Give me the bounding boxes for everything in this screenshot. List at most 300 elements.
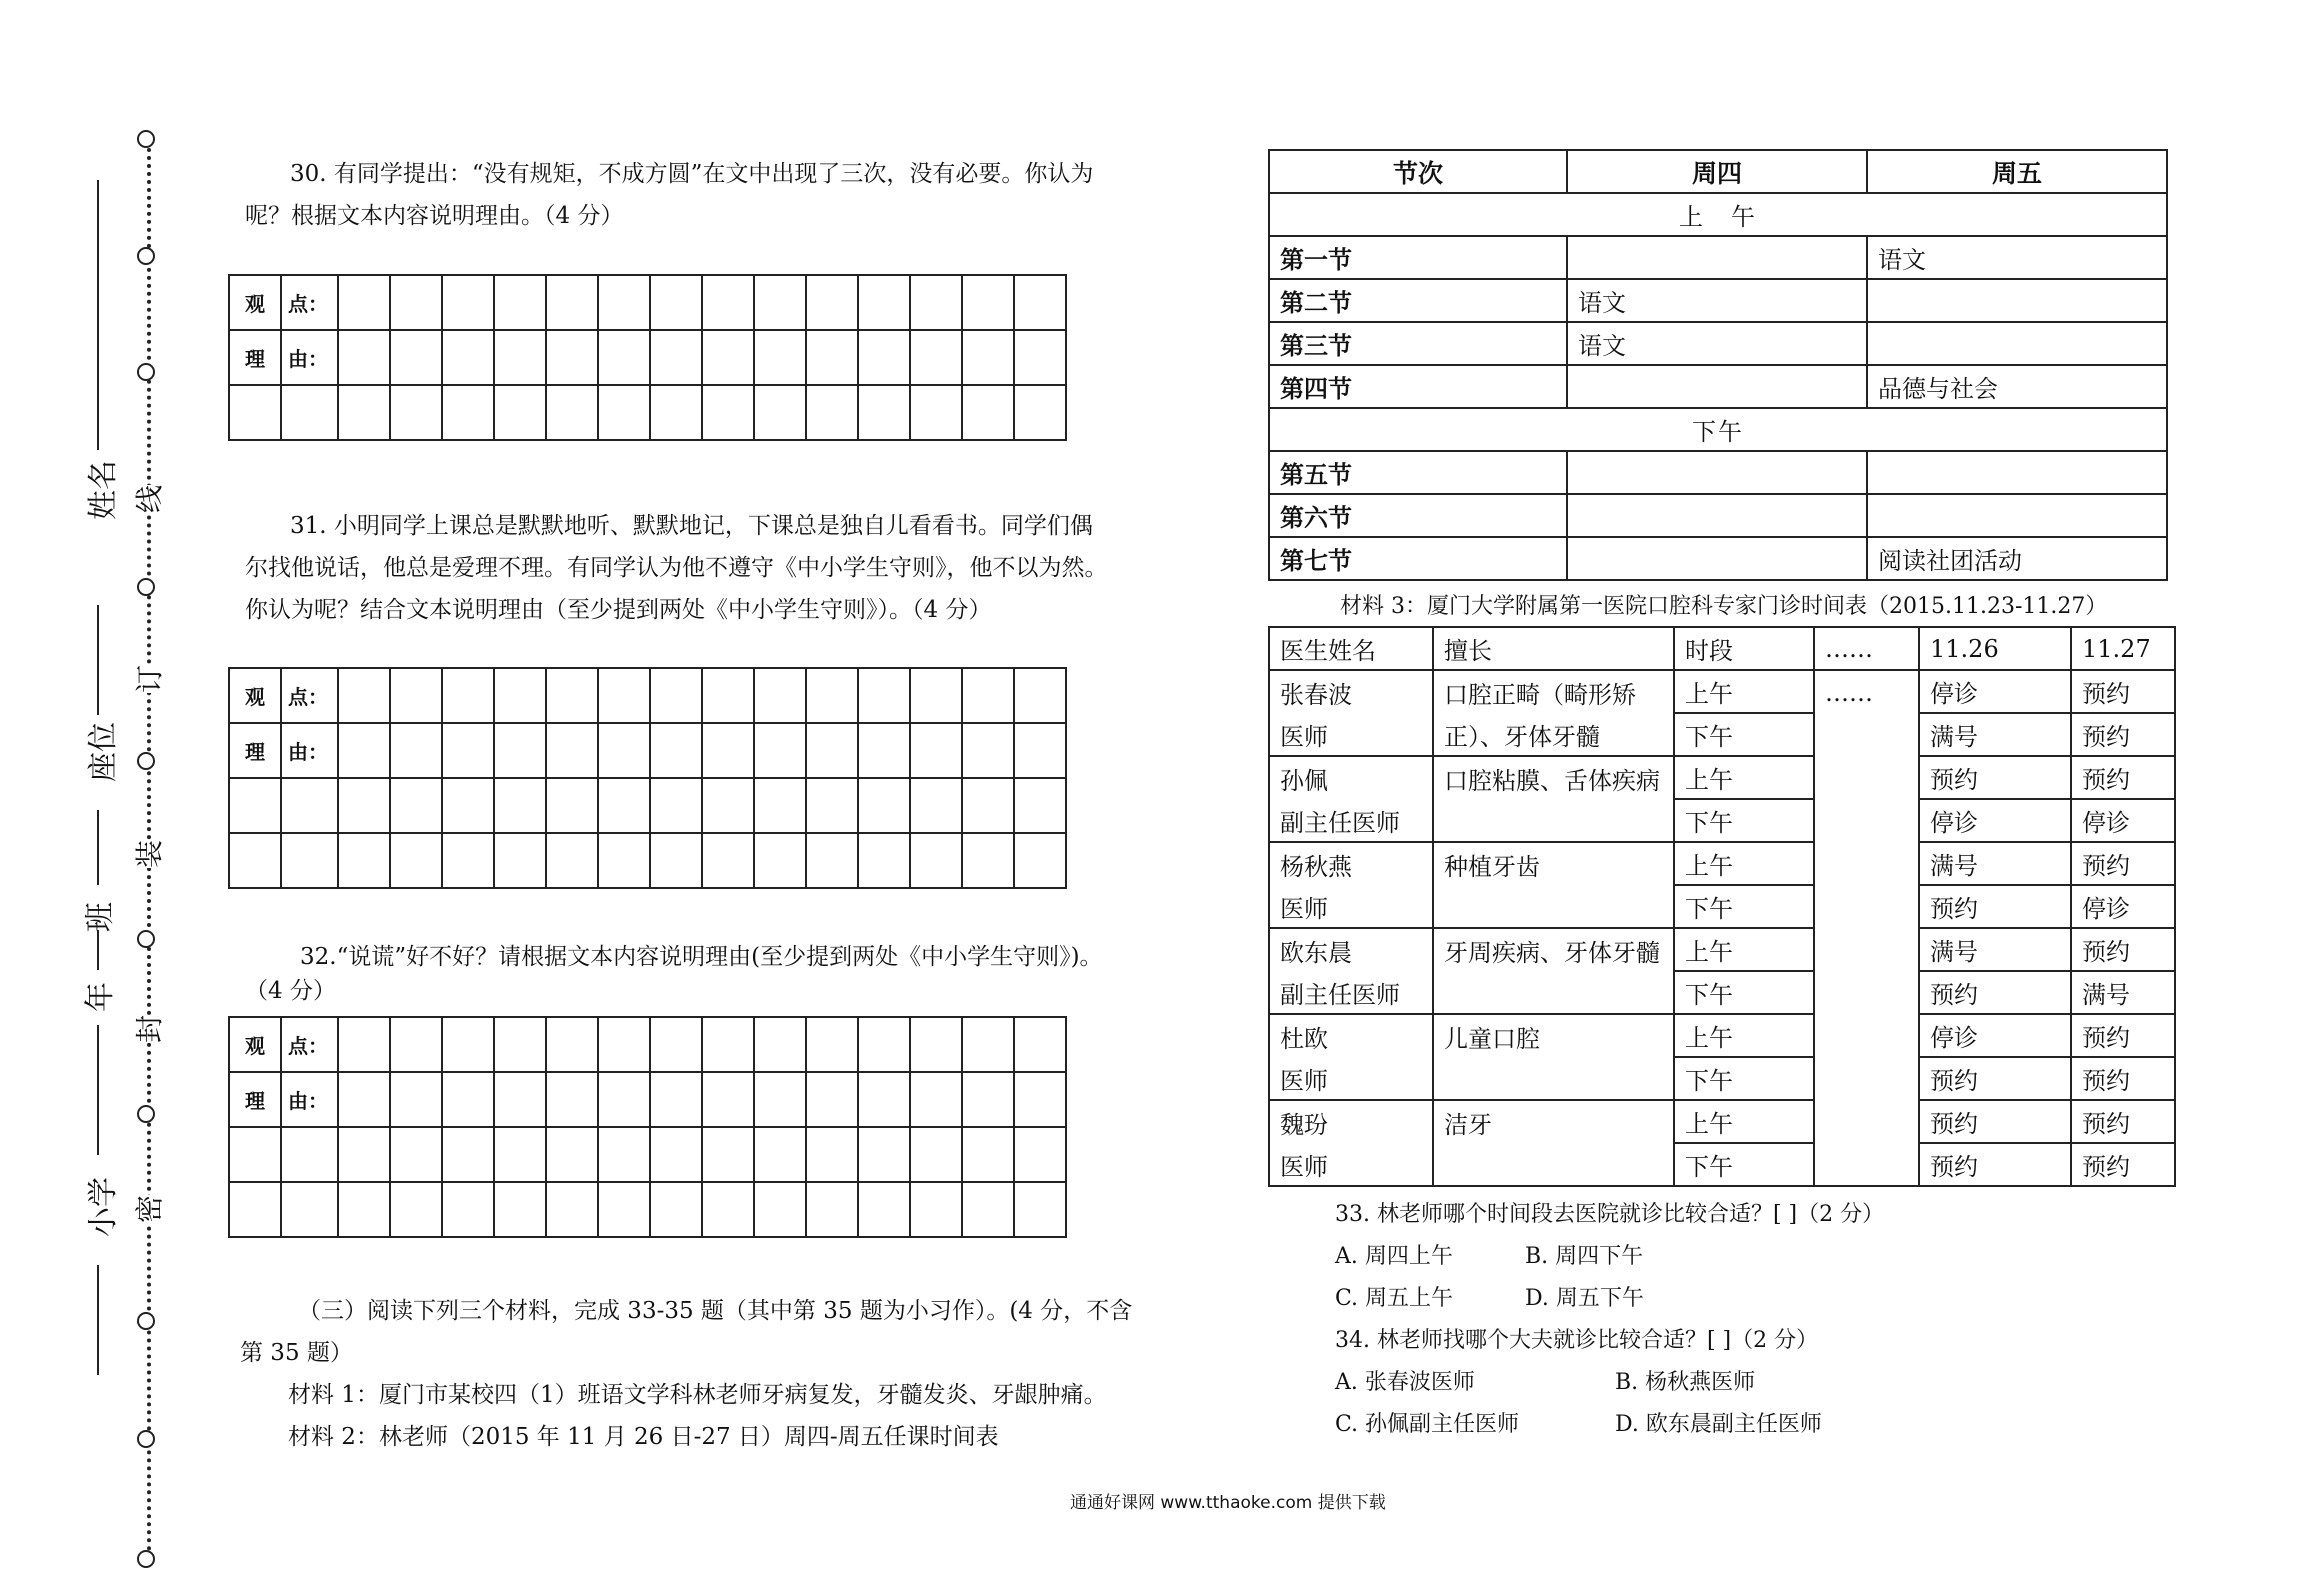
answer-cell[interactable] bbox=[910, 668, 962, 723]
answer-cell[interactable] bbox=[338, 1182, 390, 1237]
answer-cell[interactable] bbox=[650, 668, 702, 723]
answer-cell[interactable] bbox=[442, 275, 494, 330]
friday-cell: 阅读社团活动 bbox=[1867, 537, 2167, 580]
q33-options-row1 bbox=[1335, 1236, 2215, 1278]
answer-cell[interactable] bbox=[598, 1072, 650, 1127]
answer-cell[interactable] bbox=[494, 1127, 546, 1182]
answer-cell[interactable] bbox=[281, 1182, 338, 1237]
q33-option-b[interactable]: B. 周四下午 bbox=[1525, 1244, 1644, 1269]
answer-cell[interactable] bbox=[390, 275, 442, 330]
q30-line1: 30. 有同学提出：“没有规矩，不成方圆”在文中出现了三次，没有必要。你认为 bbox=[290, 161, 1094, 187]
binding-circle bbox=[137, 1312, 155, 1330]
q34-option-a[interactable]: A. 张春波医师 bbox=[1335, 1370, 1475, 1395]
answer-cell[interactable] bbox=[598, 1127, 650, 1182]
answer-cell[interactable] bbox=[858, 275, 910, 330]
section3-text bbox=[240, 1290, 1198, 1458]
answer-cell[interactable] bbox=[754, 275, 806, 330]
schedule-row bbox=[1269, 451, 2167, 494]
clinic-header-slot: 时段 bbox=[1674, 627, 1814, 670]
answer-cell[interactable] bbox=[962, 723, 1014, 778]
binding-circle bbox=[137, 752, 155, 770]
binding-circle bbox=[137, 930, 155, 948]
viewpoint-label-colon: 点： bbox=[281, 275, 338, 330]
answer-cell[interactable] bbox=[338, 275, 390, 330]
reason-label: 理 bbox=[229, 330, 281, 385]
clinic-header-name: 医生姓名 bbox=[1269, 627, 1433, 670]
answer-cell[interactable] bbox=[1014, 833, 1066, 888]
status-1126-pm: 停诊 bbox=[1919, 799, 2071, 842]
material1: 材料 1：厦门市某校四（1）班语文学科林老师牙病复发，牙髓发炎、牙龈肿痛。 bbox=[288, 1382, 1107, 1408]
answer-cell[interactable] bbox=[546, 330, 598, 385]
answer-cell[interactable] bbox=[442, 330, 494, 385]
thursday-cell: 语文 bbox=[1567, 279, 1867, 322]
answer-cell[interactable] bbox=[338, 833, 390, 888]
doctor-name: 张春波 bbox=[1269, 670, 1433, 713]
answer-row bbox=[229, 1182, 1066, 1237]
binding-char-xian: 线 bbox=[124, 485, 172, 513]
binding-char-mi: 密 bbox=[124, 1195, 172, 1223]
answer-cell[interactable] bbox=[702, 1017, 754, 1072]
answer-cell[interactable] bbox=[650, 1127, 702, 1182]
answer-cell[interactable] bbox=[806, 1072, 858, 1127]
answer-cell[interactable] bbox=[858, 778, 910, 833]
answer-cell[interactable] bbox=[962, 778, 1014, 833]
answer-cell[interactable] bbox=[598, 1182, 650, 1237]
clinic-row-am bbox=[1269, 928, 2175, 971]
doctor-skill-cont: 正）、牙体牙髓 bbox=[1433, 713, 1674, 756]
answer-cell[interactable] bbox=[702, 723, 754, 778]
answer-cell[interactable] bbox=[962, 275, 1014, 330]
q32-line2: （4 分） bbox=[245, 978, 336, 1004]
answer-cell[interactable] bbox=[754, 1127, 806, 1182]
answer-cell[interactable] bbox=[442, 1127, 494, 1182]
schedule-row bbox=[1269, 365, 2167, 408]
doctor-skill: 口腔粘膜、舌体疾病 bbox=[1433, 756, 1674, 799]
schedule-header-friday: 周五 bbox=[1867, 150, 2167, 193]
doctor-title: 医师 bbox=[1269, 713, 1433, 756]
q34-option-c[interactable]: C. 孙佩副主任医师 bbox=[1335, 1412, 1520, 1437]
doctor-skill-cont bbox=[1433, 971, 1674, 1014]
status-1127-am: 预约 bbox=[2071, 670, 2175, 713]
answer-cell[interactable] bbox=[390, 1072, 442, 1127]
binding-circle bbox=[137, 1550, 155, 1568]
slot-am: 上午 bbox=[1674, 756, 1814, 799]
status-1127-pm: 预约 bbox=[2071, 1057, 2175, 1100]
answer-cell[interactable] bbox=[338, 668, 390, 723]
answer-cell[interactable] bbox=[229, 1182, 281, 1237]
answer-cell[interactable] bbox=[390, 1017, 442, 1072]
doctor-title: 副主任医师 bbox=[1269, 971, 1433, 1014]
clinic-row-am bbox=[1269, 842, 2175, 885]
answer-cell[interactable] bbox=[442, 723, 494, 778]
period-label: 第四节 bbox=[1269, 365, 1567, 408]
answer-cell[interactable] bbox=[1014, 1072, 1066, 1127]
doctor-name: 欧东晨 bbox=[1269, 928, 1433, 971]
answer-cell[interactable] bbox=[281, 385, 338, 440]
doctor-skill-cont bbox=[1433, 885, 1674, 928]
answer-cell[interactable] bbox=[962, 1127, 1014, 1182]
doctor-skill-cont bbox=[1433, 1057, 1674, 1100]
answer-cell[interactable] bbox=[598, 330, 650, 385]
answer-cell[interactable] bbox=[494, 833, 546, 888]
answer-cell[interactable] bbox=[650, 1017, 702, 1072]
answer-cell[interactable] bbox=[650, 1072, 702, 1127]
binding-circle bbox=[137, 130, 155, 148]
answer-cell[interactable] bbox=[962, 668, 1014, 723]
answer-cell[interactable] bbox=[390, 723, 442, 778]
answer-cell[interactable] bbox=[858, 723, 910, 778]
answer-cell[interactable] bbox=[702, 778, 754, 833]
answer-cell[interactable] bbox=[910, 1017, 962, 1072]
answer-row bbox=[229, 1127, 1066, 1182]
answer-cell[interactable] bbox=[962, 1182, 1014, 1237]
answer-cell[interactable] bbox=[390, 1127, 442, 1182]
clinic-header-ellipsis: …… bbox=[1814, 627, 1919, 670]
status-1126-pm: 预约 bbox=[1919, 885, 2071, 928]
q34-options-row2 bbox=[1335, 1404, 2215, 1446]
clinic-row-pm bbox=[1269, 1057, 2175, 1100]
answer-cell[interactable] bbox=[910, 275, 962, 330]
answer-cell[interactable] bbox=[1014, 1182, 1066, 1237]
binding-circle bbox=[137, 247, 155, 265]
status-1126-am: 停诊 bbox=[1919, 1014, 2071, 1057]
doctor-name: 杜欧 bbox=[1269, 1014, 1433, 1057]
status-1126-am: 预约 bbox=[1919, 756, 2071, 799]
grade-label: 年 bbox=[83, 982, 118, 1012]
answer-cell[interactable] bbox=[1014, 275, 1066, 330]
schedule-row bbox=[1269, 322, 2167, 365]
answer-cell[interactable] bbox=[962, 385, 1014, 440]
answer-cell[interactable] bbox=[546, 1127, 598, 1182]
answer-cell[interactable] bbox=[754, 723, 806, 778]
answer-cell[interactable] bbox=[494, 275, 546, 330]
answer-cell[interactable] bbox=[858, 833, 910, 888]
doctor-skill: 洁牙 bbox=[1433, 1100, 1674, 1143]
doctor-skill: 牙周疾病、牙体牙髓 bbox=[1433, 928, 1674, 971]
thursday-cell bbox=[1567, 365, 1867, 408]
answer-cell[interactable] bbox=[754, 1072, 806, 1127]
answer-cell[interactable] bbox=[1014, 668, 1066, 723]
answer-row bbox=[229, 778, 1066, 833]
answer-cell[interactable] bbox=[546, 778, 598, 833]
status-1127-am: 预约 bbox=[2071, 756, 2175, 799]
q30-text bbox=[245, 153, 1190, 237]
answer-cell[interactable] bbox=[754, 1182, 806, 1237]
seat-blank-line bbox=[97, 605, 99, 715]
clinic-row-pm bbox=[1269, 885, 2175, 928]
answer-cell[interactable] bbox=[806, 723, 858, 778]
answer-cell[interactable] bbox=[390, 330, 442, 385]
answer-cell[interactable] bbox=[754, 1017, 806, 1072]
schedule-row bbox=[1269, 236, 2167, 279]
viewpoint-label: 观 bbox=[229, 275, 281, 330]
answer-cell[interactable] bbox=[598, 1017, 650, 1072]
answer-cell[interactable] bbox=[598, 778, 650, 833]
schedule-table bbox=[1268, 149, 2168, 581]
clinic-row-pm bbox=[1269, 713, 2175, 756]
answer-cell[interactable] bbox=[338, 1072, 390, 1127]
seat-label: 座位 bbox=[86, 722, 121, 782]
answer-row-reason bbox=[229, 1072, 1066, 1127]
reason-label-colon: 由： bbox=[281, 723, 338, 778]
thursday-cell bbox=[1567, 537, 1867, 580]
binding-circle bbox=[137, 1430, 155, 1448]
answer-cell[interactable] bbox=[858, 1072, 910, 1127]
thursday-cell bbox=[1567, 494, 1867, 537]
answer-cell[interactable] bbox=[754, 668, 806, 723]
answer-cell[interactable] bbox=[338, 330, 390, 385]
answer-cell[interactable] bbox=[702, 1072, 754, 1127]
name-label: 姓名 bbox=[86, 460, 121, 520]
answer-cell[interactable] bbox=[806, 778, 858, 833]
answer-cell[interactable] bbox=[962, 1017, 1014, 1072]
answer-cell[interactable] bbox=[858, 668, 910, 723]
answer-cell[interactable] bbox=[442, 1182, 494, 1237]
reason-label: 理 bbox=[229, 723, 281, 778]
answer-cell[interactable] bbox=[338, 1017, 390, 1072]
answer-cell[interactable] bbox=[910, 330, 962, 385]
answer-cell[interactable] bbox=[806, 1017, 858, 1072]
q34-option-b[interactable]: B. 杨秋燕医师 bbox=[1615, 1370, 1756, 1395]
answer-cell[interactable] bbox=[229, 385, 281, 440]
answer-cell[interactable] bbox=[494, 1182, 546, 1237]
answer-cell[interactable] bbox=[338, 1127, 390, 1182]
answer-cell[interactable] bbox=[910, 1072, 962, 1127]
answer-cell[interactable] bbox=[806, 385, 858, 440]
clinic-row-am bbox=[1269, 670, 2175, 713]
answer-cell[interactable] bbox=[390, 668, 442, 723]
q30-line2: 呢？根据文本内容说明理由。（4 分） bbox=[245, 203, 624, 229]
answer-cell[interactable] bbox=[1014, 1017, 1066, 1072]
thursday-cell bbox=[1567, 236, 1867, 279]
answer-cell[interactable] bbox=[650, 723, 702, 778]
doctor-name: 孙佩 bbox=[1269, 756, 1433, 799]
answer-cell[interactable] bbox=[910, 385, 962, 440]
period-label: 第二节 bbox=[1269, 279, 1567, 322]
schedule-morning: 上 午 bbox=[1269, 193, 2167, 236]
answer-cell[interactable] bbox=[390, 1182, 442, 1237]
thursday-cell bbox=[1567, 451, 1867, 494]
answer-cell[interactable] bbox=[962, 1072, 1014, 1127]
binding-char-ding: 订 bbox=[124, 665, 172, 693]
status-1127-am: 预约 bbox=[2071, 842, 2175, 885]
answer-cell[interactable] bbox=[650, 330, 702, 385]
answer-cell[interactable] bbox=[910, 778, 962, 833]
answer-cell[interactable] bbox=[650, 833, 702, 888]
slot-am: 上午 bbox=[1674, 842, 1814, 885]
answer-cell[interactable] bbox=[1014, 385, 1066, 440]
period-label: 第五节 bbox=[1269, 451, 1567, 494]
answer-cell[interactable] bbox=[650, 1182, 702, 1237]
answer-cell[interactable] bbox=[546, 385, 598, 440]
answer-cell[interactable] bbox=[546, 1072, 598, 1127]
doctor-name: 杨秋燕 bbox=[1269, 842, 1433, 885]
viewpoint-label: 观 bbox=[229, 668, 281, 723]
answer-cell[interactable] bbox=[702, 385, 754, 440]
answer-cell[interactable] bbox=[338, 723, 390, 778]
answer-cell[interactable] bbox=[754, 330, 806, 385]
answer-cell[interactable] bbox=[442, 385, 494, 440]
answer-cell[interactable] bbox=[598, 275, 650, 330]
answer-cell[interactable] bbox=[546, 723, 598, 778]
answer-cell[interactable] bbox=[650, 275, 702, 330]
answer-cell[interactable] bbox=[442, 1017, 494, 1072]
name-blank-line bbox=[97, 180, 99, 450]
answer-cell[interactable] bbox=[598, 668, 650, 723]
schedule-header bbox=[1269, 150, 2167, 193]
answer-cell[interactable] bbox=[754, 385, 806, 440]
clinic-row-pm bbox=[1269, 1143, 2175, 1186]
answer-cell[interactable] bbox=[494, 778, 546, 833]
answer-cell[interactable] bbox=[338, 385, 390, 440]
answer-cell[interactable] bbox=[910, 1182, 962, 1237]
answer-cell[interactable] bbox=[494, 1072, 546, 1127]
clinic-ellipsis: …… bbox=[1814, 670, 1919, 1186]
doctor-name: 魏玢 bbox=[1269, 1100, 1433, 1143]
answer-cell[interactable] bbox=[229, 833, 281, 888]
answer-cell[interactable] bbox=[546, 275, 598, 330]
answer-cell[interactable] bbox=[962, 833, 1014, 888]
schedule-row bbox=[1269, 537, 2167, 580]
slot-am: 上午 bbox=[1674, 928, 1814, 971]
binding-char-zhuang: 装 bbox=[124, 840, 172, 868]
answer-cell[interactable] bbox=[229, 1127, 281, 1182]
reason-label-colon: 由： bbox=[281, 1072, 338, 1127]
answer-cell[interactable] bbox=[858, 385, 910, 440]
answer-cell[interactable] bbox=[1014, 778, 1066, 833]
answer-cell[interactable] bbox=[390, 385, 442, 440]
answer-cell[interactable] bbox=[281, 778, 338, 833]
status-1127-pm: 停诊 bbox=[2071, 799, 2175, 842]
answer-cell[interactable] bbox=[962, 330, 1014, 385]
answer-cell[interactable] bbox=[442, 1072, 494, 1127]
answer-cell[interactable] bbox=[806, 275, 858, 330]
answer-cell[interactable] bbox=[494, 668, 546, 723]
answer-cell[interactable] bbox=[910, 1127, 962, 1182]
doctor-skill: 种植牙齿 bbox=[1433, 842, 1674, 885]
answer-cell[interactable] bbox=[1014, 1127, 1066, 1182]
answer-cell[interactable] bbox=[806, 833, 858, 888]
answer-cell[interactable] bbox=[910, 833, 962, 888]
answer-cell[interactable] bbox=[494, 385, 546, 440]
answer-row-reason bbox=[229, 723, 1066, 778]
answer-cell[interactable] bbox=[598, 385, 650, 440]
answer-cell[interactable] bbox=[650, 385, 702, 440]
slot-pm: 下午 bbox=[1674, 971, 1814, 1014]
answer-cell[interactable] bbox=[858, 1017, 910, 1072]
viewpoint-label: 观 bbox=[229, 1017, 281, 1072]
answer-cell[interactable] bbox=[494, 330, 546, 385]
answer-cell[interactable] bbox=[754, 833, 806, 888]
answer-cell[interactable] bbox=[806, 668, 858, 723]
slot-pm: 下午 bbox=[1674, 885, 1814, 928]
answer-cell[interactable] bbox=[494, 723, 546, 778]
slot-pm: 下午 bbox=[1674, 1057, 1814, 1100]
period-label: 第七节 bbox=[1269, 537, 1567, 580]
doctor-skill: 儿童口腔 bbox=[1433, 1014, 1674, 1057]
answer-cell[interactable] bbox=[702, 668, 754, 723]
q33-options-row2 bbox=[1335, 1278, 2215, 1320]
material2: 材料 2：林老师（2015 年 11 月 26 日-27 日）周四-周五任课时间表 bbox=[288, 1424, 999, 1450]
status-1126-am: 满号 bbox=[1919, 928, 2071, 971]
answer-cell[interactable] bbox=[546, 1182, 598, 1237]
answer-cell[interactable] bbox=[442, 833, 494, 888]
answer-cell[interactable] bbox=[858, 1182, 910, 1237]
answer-cell[interactable] bbox=[338, 778, 390, 833]
class-label: 班 bbox=[83, 902, 118, 932]
answer-cell[interactable] bbox=[702, 1182, 754, 1237]
class-blank-line bbox=[97, 810, 99, 885]
thursday-cell: 语文 bbox=[1567, 322, 1867, 365]
schedule-header-period: 节次 bbox=[1269, 150, 1567, 193]
doctor-title: 医师 bbox=[1269, 1057, 1433, 1100]
q33-option-d[interactable]: D. 周五下午 bbox=[1525, 1286, 1644, 1311]
q31-line2: 尔找他说话，他总是爱理不理。有同学认为他不遵守《中小学生守则》，他不以为然。 bbox=[245, 555, 1108, 581]
answer-cell[interactable] bbox=[702, 1127, 754, 1182]
answer-cell[interactable] bbox=[390, 778, 442, 833]
answer-cell[interactable] bbox=[858, 1127, 910, 1182]
answer-cell[interactable] bbox=[546, 1017, 598, 1072]
answer-cell[interactable] bbox=[598, 723, 650, 778]
answer-cell[interactable] bbox=[229, 778, 281, 833]
answer-cell[interactable] bbox=[806, 1182, 858, 1237]
answer-cell[interactable] bbox=[546, 833, 598, 888]
answer-cell[interactable] bbox=[281, 1127, 338, 1182]
schedule-afternoon: 下午 bbox=[1269, 408, 2167, 451]
reason-label: 理 bbox=[229, 1072, 281, 1127]
friday-cell: 语文 bbox=[1867, 236, 2167, 279]
q31-answer-grid bbox=[228, 667, 1067, 889]
answer-cell[interactable] bbox=[281, 833, 338, 888]
status-1126-pm: 预约 bbox=[1919, 971, 2071, 1014]
answer-cell[interactable] bbox=[598, 833, 650, 888]
answer-cell[interactable] bbox=[442, 778, 494, 833]
answer-cell[interactable] bbox=[910, 723, 962, 778]
answer-cell[interactable] bbox=[754, 778, 806, 833]
answer-cell[interactable] bbox=[1014, 723, 1066, 778]
friday-cell bbox=[1867, 322, 2167, 365]
answer-cell[interactable] bbox=[806, 1127, 858, 1182]
q34-option-d[interactable]: D. 欧东晨副主任医师 bbox=[1615, 1412, 1822, 1437]
answer-cell[interactable] bbox=[806, 330, 858, 385]
answer-cell[interactable] bbox=[858, 330, 910, 385]
school-blank-line-lower bbox=[97, 1265, 99, 1375]
status-1127-am: 预约 bbox=[2071, 1014, 2175, 1057]
clinic-header bbox=[1269, 627, 2175, 670]
clinic-row-am bbox=[1269, 1100, 2175, 1143]
answer-cell[interactable] bbox=[1014, 330, 1066, 385]
answer-cell[interactable] bbox=[442, 668, 494, 723]
status-1126-am: 停诊 bbox=[1919, 670, 2071, 713]
answer-cell[interactable] bbox=[702, 275, 754, 330]
answer-cell[interactable] bbox=[702, 330, 754, 385]
q33-option-c[interactable]: C. 周五上午 bbox=[1335, 1286, 1454, 1311]
answer-cell[interactable] bbox=[494, 1017, 546, 1072]
status-1127-pm: 停诊 bbox=[2071, 885, 2175, 928]
answer-row bbox=[229, 385, 1066, 440]
slot-pm: 下午 bbox=[1674, 713, 1814, 756]
clinic-header-1126: 11.26 bbox=[1919, 627, 2071, 670]
answer-cell[interactable] bbox=[546, 668, 598, 723]
slot-pm: 下午 bbox=[1674, 1143, 1814, 1186]
answer-cell[interactable] bbox=[390, 833, 442, 888]
q30-answer-grid bbox=[228, 274, 1067, 441]
answer-cell[interactable] bbox=[650, 778, 702, 833]
doctor-skill-cont bbox=[1433, 1143, 1674, 1186]
answer-cell[interactable] bbox=[702, 833, 754, 888]
q33-option-a[interactable]: A. 周四上午 bbox=[1335, 1244, 1453, 1269]
viewpoint-label-colon: 点： bbox=[281, 1017, 338, 1072]
